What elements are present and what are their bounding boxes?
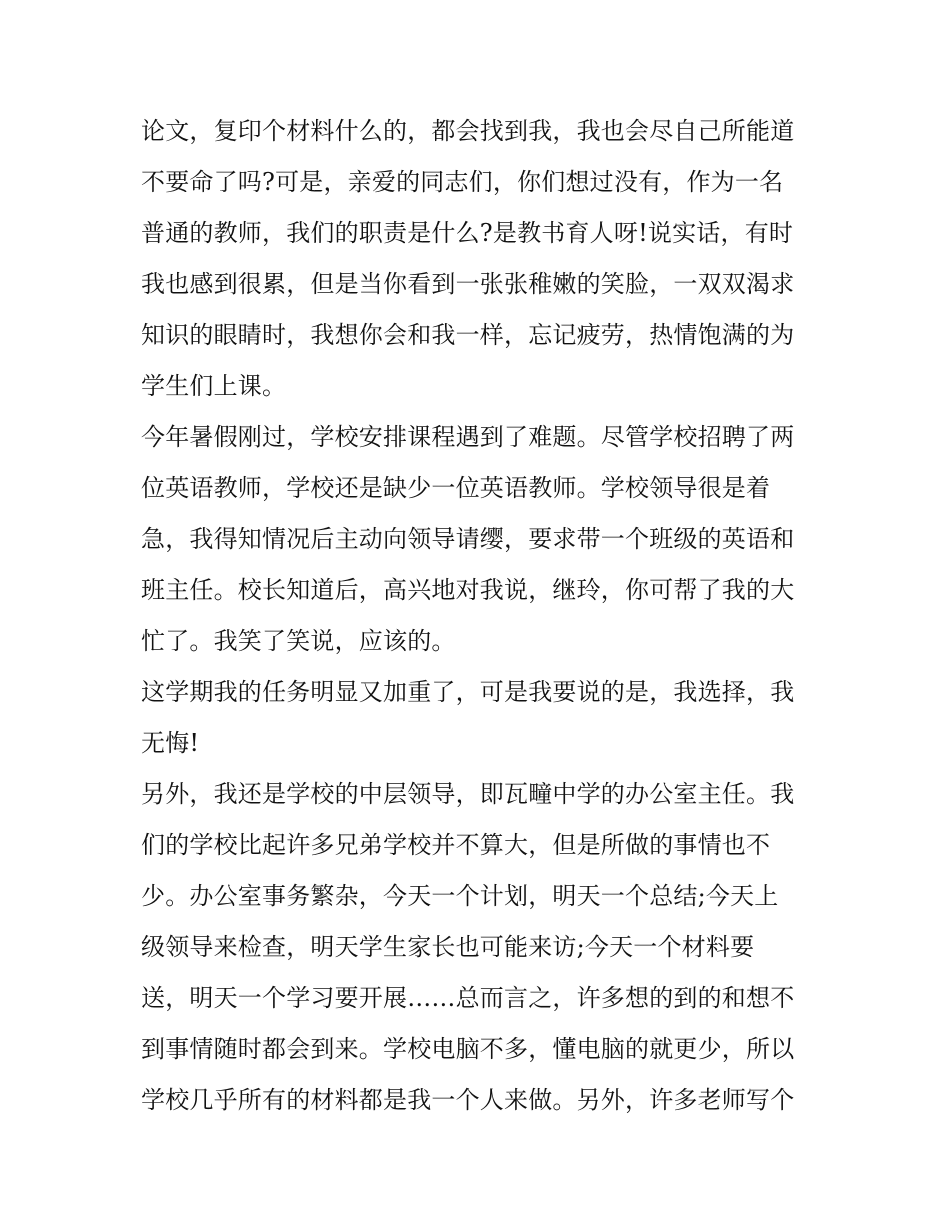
text-line: 不要命了吗?可是，亲爱的同志们，你们想过没有，作为一名 xyxy=(141,168,784,196)
text-line: 论文，复印个材料什么的，都会找到我，我也会尽自己所能道 xyxy=(141,117,795,145)
text-line: 另外，我还是学校的中层领导，即瓦疃中学的办公室主任。我 xyxy=(141,780,795,808)
text-line: 这学期我的任务明显又加重了，可是我要说的是，我选择，我 xyxy=(141,678,795,706)
text-line: 班主任。校长知道后，高兴地对我说，继玲，你可帮了我的大 xyxy=(141,576,795,604)
text-line: 们的学校比起许多兄弟学校并不算大，但是所做的事情也不 xyxy=(141,831,771,859)
text-line: 普通的教师，我们的职责是什么?是教书育人呀!说实话，有时 xyxy=(141,219,794,247)
body-text xyxy=(141,106,821,1126)
text-line: 学生们上课。 xyxy=(141,372,287,400)
text-line: 少。办公室事务繁杂，今天一个计划，明天一个总结;今天上 xyxy=(141,882,779,910)
text-line: 急，我得知情况后主动向领导请缨，要求带一个班级的英语和 xyxy=(141,525,795,553)
text-line: 送，明天一个学习要开展……总而言之，许多想的到的和想不 xyxy=(141,984,795,1012)
text-line: 忙了。我笑了笑说，应该的。 xyxy=(141,627,456,655)
text-line: 知识的眼睛时，我想你会和我一样，忘记疲劳，热情饱满的为 xyxy=(141,321,795,349)
text-line: 今年暑假刚过，学校安排课程遇到了难题。尽管学校招聘了两 xyxy=(141,423,795,451)
text-line: 我也感到很累，但是当你看到一张张稚嫩的笑脸，一双双渴求 xyxy=(141,270,795,298)
text-line: 级领导来检查，明天学生家长也可能来访;今天一个材料要 xyxy=(141,933,755,961)
text-line: 无悔! xyxy=(141,729,200,757)
text-line: 到事情随时都会到来。学校电脑不多，懂电脑的就更少，所以 xyxy=(141,1035,795,1063)
text-line: 位英语教师，学校还是缺少一位英语教师。学校领导很是着 xyxy=(141,474,771,502)
text-line: 学校几乎所有的材料都是我一个人来做。另外，许多老师写个 xyxy=(141,1086,795,1114)
